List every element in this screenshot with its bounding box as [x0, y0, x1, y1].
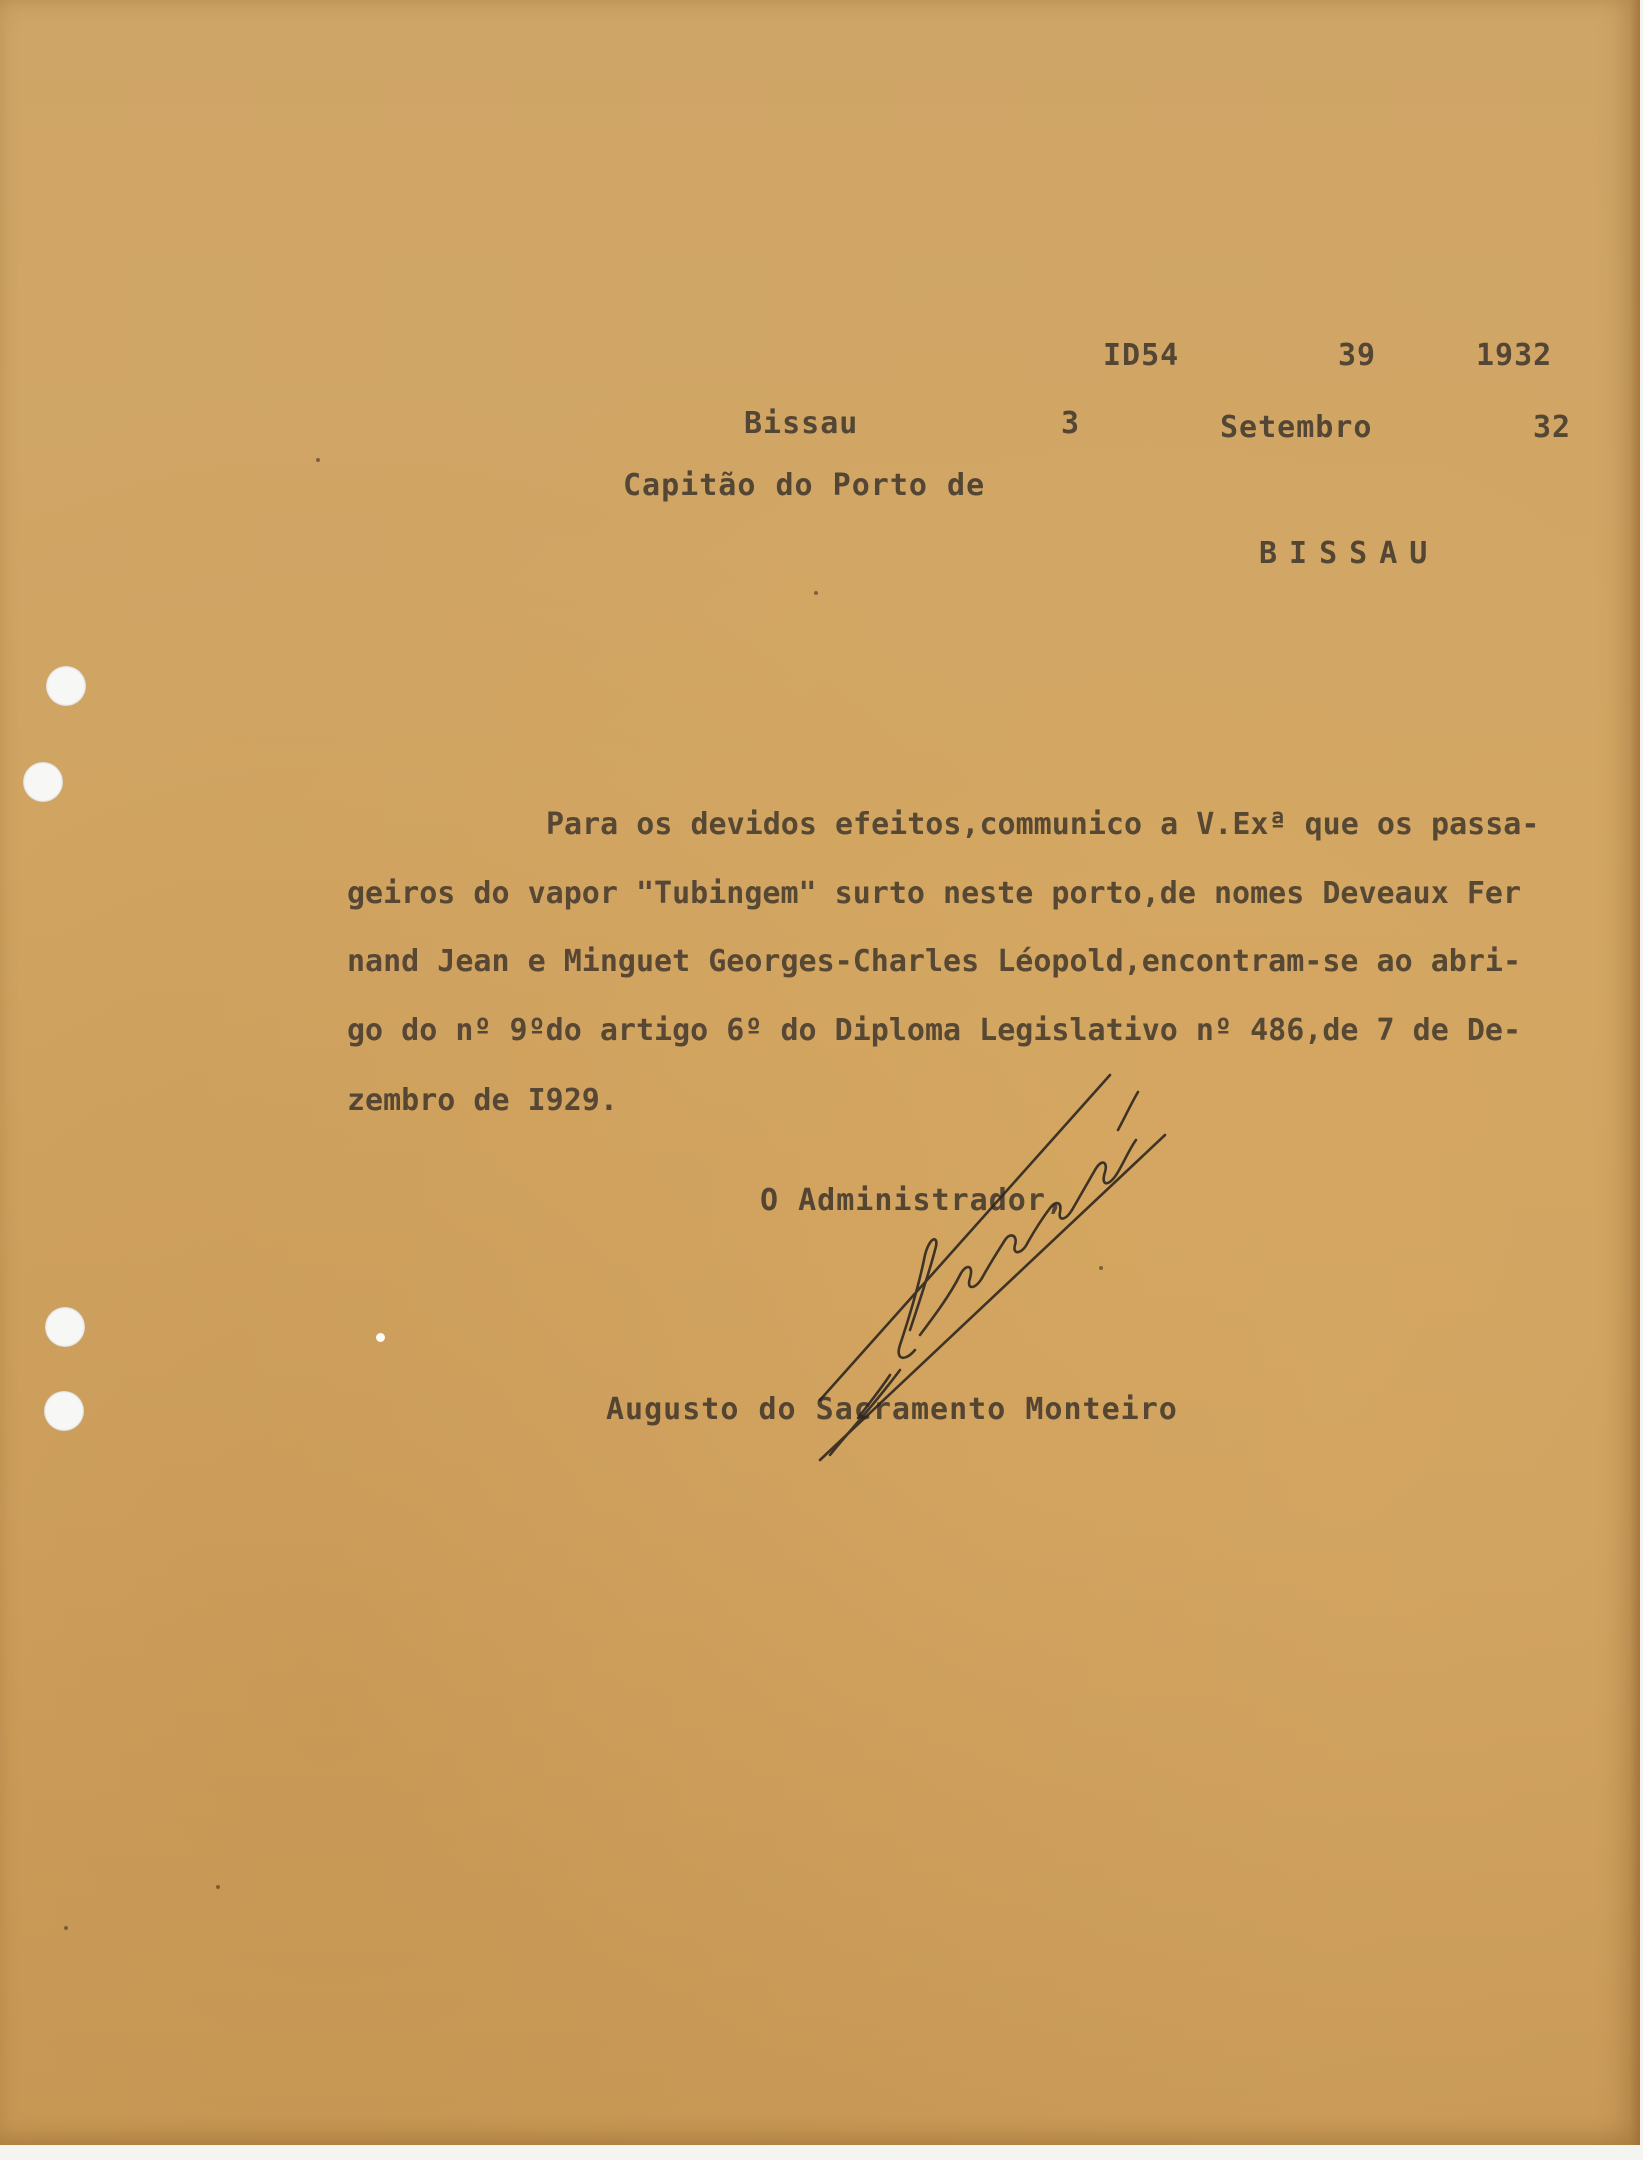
punch-hole — [46, 666, 86, 706]
signatory-role: O Administrador, — [760, 1183, 1065, 1218]
body-line: nand Jean e Minguet Georges-Charles Léopold,encontram-se ao abri- — [347, 944, 1521, 979]
paper-speck — [316, 458, 320, 462]
date-day: 3 — [1061, 406, 1081, 441]
body-line: go do nº 9ºdo artigo 6º do Diploma Legislativo nº 486,de 7 de De- — [347, 1013, 1521, 1048]
body-line: Para os devidos efeitos,communico a V.Exª que os passa- — [546, 807, 1540, 842]
paper-speck — [64, 1926, 68, 1930]
date-month: Setembro — [1220, 410, 1373, 445]
punch-hole — [23, 762, 63, 802]
reference-series: 39 — [1338, 338, 1377, 373]
reference-year: 1932 — [1476, 338, 1553, 373]
punch-hole — [44, 1391, 84, 1431]
paper-speck — [376, 1333, 385, 1342]
paper-edge-shadow — [1630, 0, 1640, 2145]
date-year: 32 — [1533, 410, 1572, 445]
addressee-title: Capitão do Porto de — [623, 468, 986, 503]
paper-speck — [216, 1885, 220, 1889]
handwritten-signature — [760, 1070, 1200, 1470]
punch-hole — [45, 1307, 85, 1347]
addressee-city: BISSAU — [1259, 536, 1440, 571]
signatory-name: Augusto do Sacramento Monteiro — [606, 1392, 1178, 1427]
body-line: geiros do vapor "Tubingem" surto neste porto,de nomes Deveaux Fer — [347, 876, 1521, 911]
paper-speck — [814, 591, 818, 595]
body-line: zembro de I929. — [347, 1083, 618, 1118]
place-name: Bissau — [744, 406, 859, 441]
reference-number: ID54 — [1103, 338, 1180, 373]
